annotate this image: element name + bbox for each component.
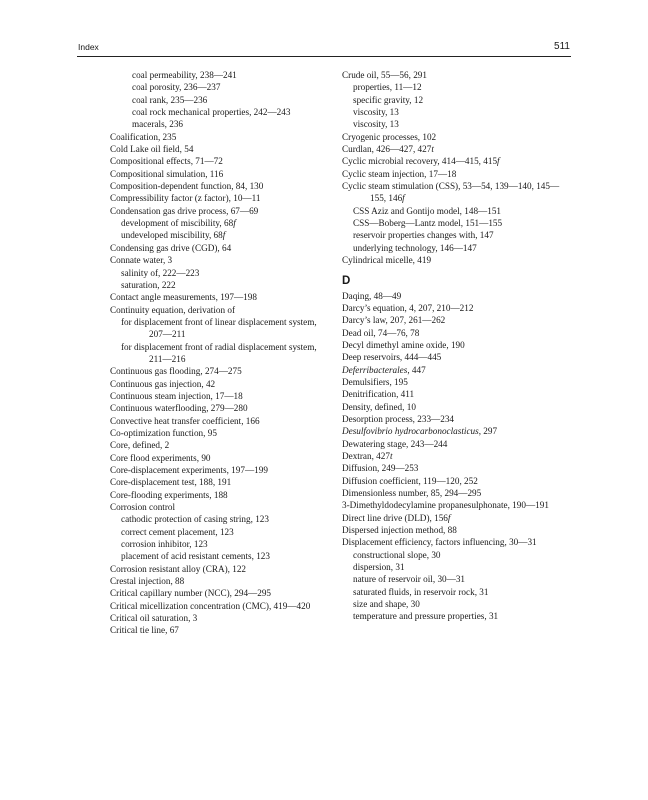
index-entry: [110, 155, 325, 167]
index-entry: [110, 563, 325, 575]
index-entry-text: coal rock mechanical properties, 242—243: [132, 107, 291, 118]
index-entry: [342, 131, 572, 143]
page-ref-suffix: t: [431, 144, 434, 155]
index-subentry: [342, 94, 572, 106]
index-entry-text: constructional slope, 30: [353, 549, 441, 560]
index-entry-text: nature of reservoir oil, 30—31: [353, 574, 466, 585]
index-subentry: [342, 242, 572, 254]
index-subentry: [110, 69, 325, 81]
index-entry-text: Diffusion coefficient, 119—120, 252: [342, 475, 478, 486]
index-entry: [110, 624, 325, 636]
index-entry: [110, 365, 325, 377]
index-entry-text: viscosity, 13: [353, 107, 399, 118]
index-entry: [342, 155, 572, 167]
index-entry-text: underlying technology, 146—147: [353, 242, 477, 253]
index-entry-text: Direct line drive (DLD), 156: [342, 512, 448, 523]
index-entry-text: size and shape, 30: [353, 599, 420, 610]
index-entry-text: Daqing, 48—49: [342, 290, 402, 301]
index-entry: [110, 489, 325, 501]
index-entry-text: , 297: [478, 426, 498, 437]
index-entry: [342, 376, 572, 388]
page-ref-suffix: f: [497, 156, 500, 167]
index-subentry: [342, 217, 572, 229]
index-column-right: [342, 69, 572, 623]
index-entry-text: Decyl dimethyl amine oxide, 190: [342, 339, 465, 350]
index-entry: [110, 242, 325, 254]
index-entry-text: correct cement placement, 123: [121, 526, 234, 537]
index-subentry: [342, 229, 572, 241]
index-entry-text: Dimensionless number, 85, 294—295: [342, 488, 482, 498]
index-entry-text: temperature and pressure properties, 31: [353, 611, 499, 622]
index-subentry: [110, 526, 325, 538]
index-entry-text: Corrosion control: [110, 502, 176, 513]
index-entry: [110, 192, 325, 204]
index-entry: [110, 168, 325, 180]
index-entry-text: Critical oil saturation, 3: [110, 613, 198, 624]
index-entry: [110, 390, 325, 402]
index-entry-text: Density, defined, 10: [342, 401, 416, 412]
index-entry-text: salinity of, 222—223: [121, 267, 200, 278]
index-subentry: [342, 205, 572, 217]
index-entry-text: specific gravity, 12: [353, 94, 424, 105]
page-ref-suffix: t: [389, 450, 393, 461]
index-entry-text: Connate water, 3: [110, 255, 173, 266]
index-entry-text: Dead oil, 74—76, 78: [342, 327, 420, 338]
index-entry-text: cathodic protection of casing string, 123: [121, 514, 269, 525]
index-entry-text: saturation, 222: [121, 279, 176, 290]
index-entry-text: viscosity, 13: [353, 119, 399, 130]
index-entry: [110, 131, 325, 143]
index-entry: [110, 415, 325, 427]
index-subentry: [110, 94, 325, 106]
index-entry: [110, 452, 325, 464]
index-entry-text: Dewatering stage, 243—244: [342, 438, 448, 449]
index-subentry: [342, 573, 572, 585]
index-entry-text: reservoir properties changes with, 147: [353, 230, 494, 241]
index-entry-text: corrosion inhibitor, 123: [121, 539, 208, 550]
index-subentry: [110, 538, 325, 550]
header-section-title: Index: [78, 42, 99, 52]
index-entry: [110, 600, 325, 612]
index-subentry: [110, 217, 325, 229]
index-entry-text: Core flood experiments, 90: [110, 452, 211, 463]
running-header: [77, 40, 571, 57]
index-entry-text: placement of acid resistant cements, 123: [121, 551, 270, 562]
index-entry: [342, 438, 572, 450]
index-entry-italic-term: Desulfovibrio hydrocarbonoclasticus: [342, 426, 479, 437]
index-entry-text: 3-Dimethyldodecylamine propanesulphonate, 190—191: [342, 500, 549, 511]
index-entry: [342, 536, 572, 548]
index-subentry: [342, 610, 572, 622]
index-entry: [110, 439, 325, 451]
index-subentry: [342, 81, 572, 93]
index-entry: [342, 462, 572, 474]
index-entry: [342, 168, 572, 180]
index-entry: [342, 425, 572, 437]
index-entry: [110, 291, 325, 303]
index-subentry: [342, 106, 572, 118]
index-entry-text: macerals, 236: [132, 119, 184, 130]
index-entry-text: Compositional effects, 71—72: [110, 156, 223, 167]
index-entry-text: Dispersed injection method, 88: [342, 525, 457, 536]
index-entry-text: Core, defined, 2: [110, 440, 170, 451]
index-entry-text: Critical tie line, 67: [110, 625, 179, 636]
index-entry-text: Denitrification, 411: [342, 389, 415, 400]
index-entry: [342, 487, 572, 499]
index-entry: [342, 351, 572, 363]
index-entry: [342, 450, 572, 462]
index-entry-text: dispersion, 31: [353, 562, 405, 573]
index-subentry: [110, 118, 325, 130]
index-entry-text: Contact angle measurements, 197—198: [110, 292, 257, 303]
section-letter-heading: D: [342, 274, 351, 287]
index-entry: [342, 180, 572, 205]
index-entry-text: Crude oil, 55—56, 291: [342, 70, 427, 80]
index-entry-text: Critical capillary number (NCC), 294—295: [110, 588, 272, 599]
index-entry-text: coal porosity, 236—237: [132, 82, 221, 93]
index-subentry: [342, 586, 572, 598]
page-ref-suffix: f: [402, 193, 405, 204]
index-entry-text: Cryogenic processes, 102: [342, 131, 437, 142]
index-entry: [342, 512, 572, 524]
index-entry: [110, 575, 325, 587]
index-entry: [342, 401, 572, 413]
index-entry-text: Co-optimization function, 95: [110, 427, 217, 438]
index-subentry: [110, 106, 325, 118]
index-entry-text: Core-displacement experiments, 197—199: [110, 465, 268, 475]
index-entry: [342, 339, 572, 351]
index-entry: [110, 427, 325, 439]
page-ref-suffix: f: [222, 230, 226, 241]
index-entry-italic-term: Deferribacterales: [342, 364, 408, 375]
index-entry-text: coal permeability, 238—241: [132, 70, 237, 80]
index-entry-text: for displacement front of radial displacement system, 211—216: [121, 341, 317, 364]
index-entry: [110, 254, 325, 266]
index-entry: [342, 364, 572, 376]
index-subentry: [110, 279, 325, 291]
index-entry-text: Continuity equation, derivation of: [110, 304, 236, 315]
index-entry-text: , 447: [407, 364, 426, 375]
index-entry-text: Crestal injection, 88: [110, 576, 185, 587]
index-entry-text: Continuous steam injection, 17—18: [110, 390, 243, 401]
index-entry: [110, 143, 325, 155]
index-entry-text: Deep reservoirs, 444—445: [342, 352, 442, 363]
index-entry: [342, 290, 572, 302]
page-number: 511: [554, 41, 570, 52]
index-entry: [342, 327, 572, 339]
index-entry: [342, 475, 572, 487]
index-subentry: [110, 81, 325, 93]
index-entry-text: Condensation gas drive process, 67—69: [110, 205, 259, 216]
index-entry-text: Cyclic steam stimulation (CSS), 53—54, 139—140, 145—155, 146: [342, 181, 560, 204]
index-entry-text: Desorption process, 233—234: [342, 413, 455, 424]
index-entry-text: Curdlan, 426—427, 427: [342, 144, 432, 155]
index-entry: [110, 402, 325, 414]
index-entry-text: Demulsifiers, 195: [342, 376, 408, 387]
index-entry: [342, 524, 572, 536]
index-entry-text: Cold Lake oil field, 54: [110, 144, 194, 155]
index-entry-text: Displacement efficiency, factors influencing, 30—31: [342, 537, 537, 548]
index-subentry: [342, 118, 572, 130]
index-entry: [342, 388, 572, 400]
index-entry-text: Cylindrical micelle, 419: [342, 255, 432, 266]
index-subentry: [110, 513, 325, 525]
index-entry: [110, 304, 325, 316]
index-subentry: [342, 561, 572, 573]
index-entry-text: Darcy’s equation, 4, 207, 210—212: [342, 302, 474, 313]
index-entry-text: coal rank, 235—236: [132, 94, 208, 105]
index-entry-text: properties, 11—12: [353, 82, 422, 93]
index-entry: [110, 501, 325, 513]
index-entry-text: Cyclic microbial recovery, 414—415, 415: [342, 156, 498, 167]
index-entry-text: Compressibility factor (z factor), 10—11: [110, 193, 261, 204]
index-entry-text: Core-displacement test, 188, 191: [110, 477, 232, 488]
index-entry: [110, 180, 325, 192]
page-ref-suffix: f: [233, 218, 236, 229]
index-column-left: [110, 69, 325, 637]
index-entry: [342, 143, 572, 155]
index-subentry: [110, 267, 325, 279]
index-entry: [342, 413, 572, 425]
index-subentry: [110, 316, 325, 341]
index-entry: [110, 612, 325, 624]
index-entry-text: saturated fluids, in reservoir rock, 31: [353, 586, 489, 597]
index-subentry: [110, 550, 325, 562]
index-entry-text: development of miscibility, 68: [121, 218, 234, 229]
index-entry-text: undeveloped miscibility, 68: [121, 230, 223, 241]
index-entry-text: CSS Aziz and Gontijo model, 148—151: [353, 205, 502, 216]
index-entry: [110, 378, 325, 390]
index-entry-text: for displacement front of linear displacement system, 207—211: [121, 316, 317, 340]
index-entry-text: Cyclic steam injection, 17—18: [342, 168, 457, 179]
index-entry-text: Darcy’s law, 207, 261—262: [342, 315, 446, 326]
page-ref-suffix: f: [447, 512, 451, 523]
index-subentry: [342, 549, 572, 561]
index-entry-text: Condensing gas drive (CGD), 64: [110, 242, 232, 253]
index-entry: [342, 499, 572, 511]
index-entry: [342, 69, 572, 81]
index-entry-text: Continuous waterflooding, 279—280: [110, 403, 248, 414]
index-entry-text: Continuous gas flooding, 274—275: [110, 366, 242, 377]
index-entry-text: Diffusion, 249—253: [342, 463, 419, 474]
index-entry-text: Composition-dependent function, 84, 130: [110, 181, 264, 192]
index-entry-text: Critical micellization concentration (CMC), 419—420: [110, 600, 311, 611]
index-entry-text: Convective heat transfer coefficient, 166: [110, 415, 260, 426]
index-subentry: [110, 229, 325, 241]
index-entry: [110, 587, 325, 599]
index-entry-text: CSS—Boberg—Lantz model, 151—155: [353, 218, 503, 229]
index-entry-text: Coalification, 235: [110, 131, 177, 142]
index-entry-text: Core-flooding experiments, 188: [110, 489, 228, 500]
index-entry: [342, 254, 572, 266]
index-entry-text: Continuous gas injection, 42: [110, 378, 216, 389]
index-subentry: [342, 598, 572, 610]
index-entry: [110, 476, 325, 488]
index-entry: [342, 302, 572, 314]
index-entry-text: Corrosion resistant alloy (CRA), 122: [110, 563, 247, 574]
index-entry: [110, 464, 325, 476]
index-entry-text: Dextran, 427: [342, 450, 390, 461]
index-entry: [342, 314, 572, 326]
index-entry-text: Compositional simulation, 116: [110, 168, 224, 179]
index-subentry: [110, 341, 325, 366]
index-entry: [110, 205, 325, 217]
